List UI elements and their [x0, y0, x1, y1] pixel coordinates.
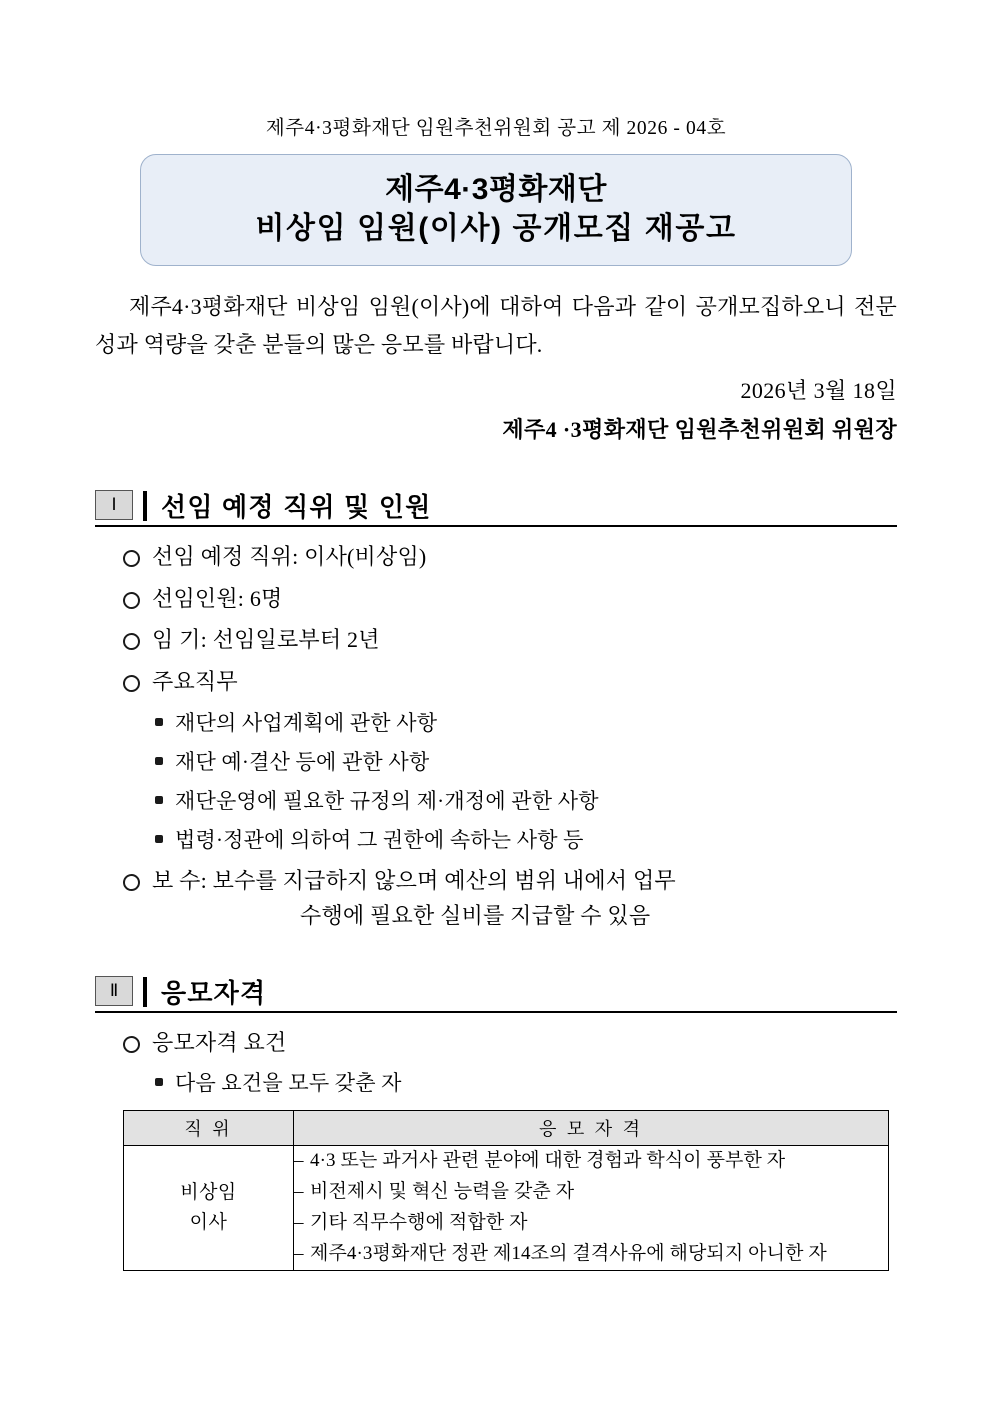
list-item [95, 581, 897, 617]
dash-marker: – [294, 1212, 304, 1234]
item-text: 보 수: 보수를 지급하지 않으며 예산의 범위 내에서 업무 [152, 867, 676, 893]
dash-marker: – [294, 1242, 304, 1264]
ring-bullet-icon [123, 592, 140, 609]
ring-bullet-icon [123, 633, 140, 650]
document-title-line-2: 비상임 임원(이사) 공개모집 재공고 [255, 212, 737, 246]
section-2-bar [143, 977, 147, 1007]
item-text: 재단의 사업계획에 관한 사항 [175, 710, 438, 735]
list-item [95, 784, 897, 818]
section-2-number: Ⅱ [95, 976, 133, 1006]
list-item [95, 823, 897, 857]
intro-text: 제주4·3평화재단 비상임 임원(이사)에 대하여 다음과 같이 공개모집하오니 전문성과 역량을 갖춘 분들의 많은 응모를 바랍니다. [95, 294, 897, 358]
title-box [140, 154, 852, 266]
ring-bullet-icon [123, 675, 140, 692]
notice-number-line: 제주4·3평화재단 임원추천위원회 공고 제 2026 - 04호 [265, 118, 727, 139]
list-item [95, 745, 897, 779]
ring-bullet-icon [123, 874, 140, 891]
square-bullet-icon [155, 1078, 163, 1086]
requirement-text: 기타 직무수행에 적합한 자 [310, 1212, 528, 1234]
item-text: 임 기: 선임일로부터 2년 [152, 627, 380, 653]
requirement-text: 비전제시 및 혁신 능력을 갖춘 자 [310, 1181, 575, 1203]
position-line-2: 이사 [189, 1212, 228, 1234]
item-text: 선임인원: 6명 [152, 585, 283, 611]
requirement-text: 4·3 또는 과거사 관련 분야에 대한 경험과 학식이 풍부한 자 [310, 1150, 786, 1172]
dash-marker: – [294, 1150, 304, 1172]
square-bullet-icon [155, 718, 163, 726]
table-header-row [124, 1111, 889, 1146]
intro-paragraph [95, 288, 897, 364]
announcement-date: 2026년 3월 18일 [740, 378, 897, 404]
section-1-pay-list [95, 863, 897, 934]
item-text: 법령·정관에 의하여 그 권한에 속하는 사항 등 [175, 827, 584, 852]
item-text: 다음 요건을 모두 갖춘 자 [175, 1071, 402, 1096]
column-header-qualification: 응 모 자 격 [294, 1111, 889, 1146]
item-text: 선임 예정 직위: 이사(비상임) [152, 544, 427, 570]
cell-position [124, 1146, 294, 1270]
section-2-list [95, 1025, 897, 1061]
dash-marker: – [294, 1181, 304, 1203]
list-item [95, 863, 897, 934]
section-2 [95, 976, 897, 1271]
list-item [95, 706, 897, 740]
item-text: 재단운영에 필요한 규정의 제·개정에 관한 사항 [175, 788, 599, 813]
requirement-line [294, 1177, 888, 1208]
item-text: 재단 예·결산 등에 관한 사항 [175, 749, 430, 774]
list-item [95, 622, 897, 658]
section-1-heading [95, 490, 897, 527]
qualification-table [123, 1110, 889, 1270]
document-title-line-1: 제주4·3평화재단 [385, 173, 607, 206]
list-item [95, 539, 897, 575]
section-1-number: Ⅰ [95, 490, 133, 520]
section-1 [95, 490, 897, 934]
section-1-duties-list [95, 706, 897, 857]
cell-qualifications [294, 1146, 889, 1270]
square-bullet-icon [155, 835, 163, 843]
list-item [95, 1025, 897, 1061]
section-1-list [95, 539, 897, 700]
section-1-bar [143, 491, 147, 521]
section-1-title: 선임 예정 직위 및 인원 [161, 492, 432, 523]
square-bullet-icon [155, 757, 163, 765]
section-2-heading [95, 976, 897, 1013]
requirement-text: 제주4·3평화재단 정관 제14조의 결격사유에 해당되지 아니한 자 [310, 1242, 827, 1264]
requirement-line [294, 1146, 888, 1177]
item-text-group [152, 863, 897, 934]
square-bullet-icon [155, 796, 163, 804]
list-item [95, 664, 897, 700]
section-2-sublist [95, 1066, 897, 1100]
requirement-line [294, 1239, 888, 1270]
item-text-continuation: 수행에 필요한 실비를 지급할 수 있음 [300, 903, 651, 929]
table-row [124, 1146, 889, 1270]
announcement-signer: 제주4 ·3평화재단 임원추천위원회 위원장 [502, 417, 897, 443]
ring-bullet-icon [123, 550, 140, 567]
item-text: 주요직무 [152, 668, 238, 694]
item-text: 응모자격 요건 [152, 1029, 287, 1055]
ring-bullet-icon [123, 1036, 140, 1053]
requirement-line [294, 1208, 888, 1239]
list-item [95, 1066, 897, 1100]
column-header-position: 직 위 [124, 1111, 294, 1146]
position-line-1: 비상임 [180, 1181, 237, 1203]
section-2-title: 응모자격 [161, 977, 267, 1008]
